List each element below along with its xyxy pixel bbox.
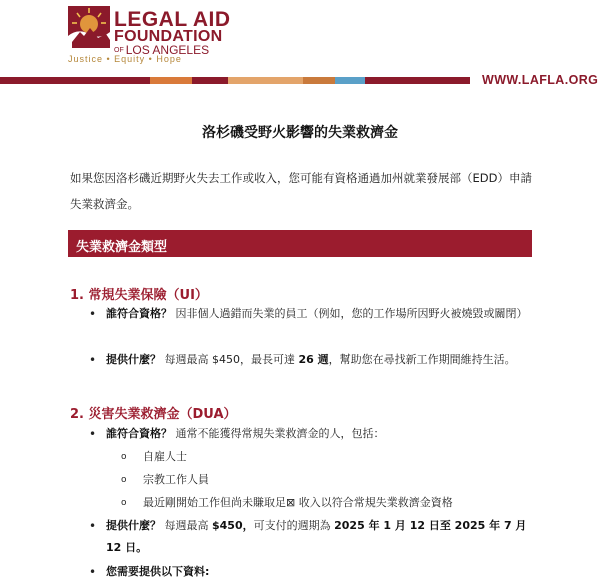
logo-text-of: OF <box>114 46 124 54</box>
list-item-dua-required-info <box>106 561 536 583</box>
document-title: 洛杉磯受野火影響的失業救濟金 <box>202 125 398 141</box>
list-item-label: 您需要提供以下資料: <box>106 565 210 578</box>
list-item-dua-benefit <box>106 515 536 559</box>
logo-text-legal-aid: LEGAL AID <box>114 8 231 31</box>
section-heading-ui: 1. 常規失業保險（UI） <box>70 288 208 303</box>
list-item-text: 可支付的週期為 <box>253 519 335 532</box>
website-link[interactable]: WWW.LAFLA.ORG <box>482 73 599 87</box>
section-heading-dua: 2. 災害失業救濟金（DUA） <box>70 407 237 422</box>
header-color-bar <box>0 77 470 84</box>
sub-list-item: o 最近剛開始工作但尚未賺取足⊠ 收入以符合常規失業救濟金資格 <box>143 492 453 514</box>
list-item-label: 提供什麼？ <box>106 353 161 366</box>
section-banner <box>68 230 532 257</box>
list-item-ui-benefit <box>106 349 536 371</box>
list-item-text: 每週最高 <box>164 519 212 532</box>
logo-text-la: LOS ANGELES <box>125 43 210 57</box>
list-item-text: 每週最高 $450，最長可達 <box>164 353 299 366</box>
sub-list-item: o 宗教工作人員 <box>143 469 209 491</box>
logo-emblem-icon <box>68 6 110 48</box>
section-banner-title: 失業救濟金類型 <box>76 240 168 255</box>
list-item-label: 提供什麼？ <box>106 519 161 532</box>
tagline: Justice • Equity • Hope <box>68 54 182 64</box>
logo-text-foundation: FOUNDATION <box>114 28 223 45</box>
list-item-dates: 2025 年 1 月 12 日至 2025 年 7 月 12 日。 <box>106 519 527 554</box>
list-item-dua-eligibility <box>106 423 536 445</box>
list-item-text: 通常不能獲得常規失業救濟金的人，包括： <box>175 427 385 440</box>
list-item-ui-eligibility <box>106 303 536 325</box>
list-item-bold: $450， <box>212 519 254 532</box>
list-item-text: 因非個人過錯而失業的員工（例如，您的工作場所因野火被燒毀或關閉） <box>175 307 528 320</box>
sub-list-item: o 自雇人士 <box>143 446 187 468</box>
list-item-text: ，幫助您在尋找新工作期間維持生活。 <box>328 353 516 366</box>
intro-paragraph: 如果您因洛杉磯近期野火失去工作或收入，您可能有資格通過加州就業發展部（EDD）申請失業救濟金。 <box>70 171 532 211</box>
list-item-label: 誰符合資格？ <box>106 427 172 440</box>
list-item-label: 誰符合資格？ <box>106 307 172 320</box>
list-item-bold: 26 週 <box>298 353 329 366</box>
